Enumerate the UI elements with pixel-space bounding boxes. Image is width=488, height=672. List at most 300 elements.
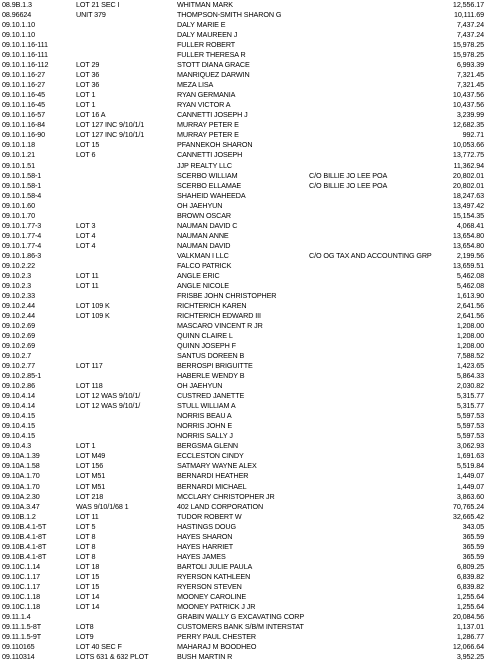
lot-description: LOT 218: [76, 491, 104, 501]
lot-description: LOT 36: [76, 70, 100, 80]
parcel-id: 09.10.1.70: [2, 210, 35, 220]
amount-due: 365.59: [462, 531, 484, 541]
amount-due: 32,665.42: [452, 511, 484, 521]
table-row: [0, 0, 488, 10]
amount-due: 6,839.82: [456, 571, 484, 581]
amount-due: 7,321.45: [456, 70, 484, 80]
parcel-id: 09.10.2.69: [2, 341, 35, 351]
parcel-id: 09.10.4.15: [2, 411, 35, 421]
owner-name: RYERSON KATHLEEN: [177, 571, 251, 581]
owner-name: RYERSON STEVEN: [177, 581, 242, 591]
owner-name: ECCLESTON CINDY: [177, 451, 244, 461]
amount-due: 1,255.64: [456, 591, 484, 601]
owner-name: MAHARAJ M BOODHEO: [177, 642, 257, 651]
parcel-id: 09.10.4.14: [2, 401, 35, 411]
table-row: [0, 562, 488, 572]
table-row: [0, 80, 488, 90]
amount-due: 20,084.56: [452, 611, 484, 621]
owner-name: SATMARY WAYNE ALEX: [177, 461, 257, 471]
owner-name: PFANNEKOH SHARON: [177, 140, 253, 150]
parcel-id: 09.10.1.16-90: [2, 130, 46, 140]
owner-name: NORRIS BEAU A: [177, 411, 232, 421]
table-row: [0, 130, 488, 140]
table-row: [0, 502, 488, 512]
amount-due: 2,641.56: [456, 310, 484, 320]
lot-description: LOT 109 K: [76, 310, 110, 320]
amount-due: 13,497.42: [452, 200, 484, 210]
owner-name: VALKMAN I LLC: [177, 250, 229, 260]
lot-description: LOT 109 K: [76, 300, 110, 310]
amount-due: 12,682.35: [452, 120, 484, 130]
parcel-id: 09.10.2.86: [2, 381, 35, 391]
owner-name: 402 LAND CORPORATION: [177, 501, 264, 511]
owner-name: ANGLE NICOLE: [177, 280, 229, 290]
lot-description: LOT 6: [76, 150, 96, 160]
lot-description: LOT 18: [76, 561, 100, 571]
owner-name: HAYES HARRIET: [177, 541, 234, 551]
owner-name: NORRIS SALLY J: [177, 431, 233, 441]
lot-description: LOT 4: [76, 230, 96, 240]
lot-description: LOT M51: [76, 481, 106, 491]
amount-due: 5,864.33: [456, 371, 484, 381]
table-row: [0, 120, 488, 130]
table-row: [0, 542, 488, 552]
table-row: [0, 321, 488, 331]
amount-due: 12,556.17: [452, 0, 484, 9]
table-row: [0, 522, 488, 532]
lot-description: LOT 1: [76, 441, 96, 451]
owner-name: CUSTOMERS BANK S/B/M INTERSTAT: [177, 621, 304, 631]
table-row: [0, 441, 488, 451]
table-row: [0, 221, 488, 231]
lot-description: LOT 3: [76, 220, 96, 230]
parcel-id: 09.110314: [2, 652, 35, 662]
parcel-id: 09.10.1.16-57: [2, 110, 46, 120]
table-row: [0, 632, 488, 642]
owner-name: MEZA LISA: [177, 80, 214, 90]
owner-name: CANNETTI JOSEPH J: [177, 110, 248, 120]
parcel-id: 09.10C.1.18: [2, 601, 41, 611]
amount-due: 7,437.24: [456, 30, 484, 40]
table-row: [0, 411, 488, 421]
owner-name: OH JAEHYUN: [177, 381, 223, 391]
amount-due: 1,286.77: [456, 631, 484, 641]
lot-description: LOT 15: [76, 140, 100, 150]
amount-due: 10,437.56: [452, 100, 484, 110]
amount-due: 10,053.66: [452, 140, 484, 150]
table-row: [0, 161, 488, 171]
parcel-id: 09.10.1.16-111: [2, 50, 48, 60]
table-row: [0, 492, 488, 502]
table-row: [0, 40, 488, 50]
table-row: [0, 622, 488, 632]
amount-due: 12,066.64: [452, 642, 484, 651]
table-row: [0, 391, 488, 401]
table-row: [0, 351, 488, 361]
amount-due: 15,978.25: [452, 50, 484, 60]
parcel-id: 09.10C.1.17: [2, 571, 41, 581]
owner-name: PERRY PAUL CHESTER: [177, 631, 257, 641]
table-row: [0, 311, 488, 321]
lot-description: LOT 15: [76, 571, 100, 581]
parcel-id: 09.11.1.5-9T: [2, 631, 42, 641]
amount-due: 3,863.60: [456, 491, 484, 501]
parcel-id: 09.10.1.10: [2, 20, 35, 30]
amount-due: 3,062.93: [456, 441, 484, 451]
lot-description: LOT 118: [76, 381, 103, 391]
amount-due: 1,613.90: [456, 290, 484, 300]
lot-description: LOT 127 INC 9/10/1/1: [76, 120, 145, 130]
amount-due: 1,449.07: [456, 471, 484, 481]
parcel-id: 09.10A.2.30: [2, 491, 40, 501]
table-row: [0, 572, 488, 582]
owner-name: MURRAY PETER E: [177, 120, 239, 130]
amount-due: 5,462.08: [456, 280, 484, 290]
amount-due: 15,154.35: [452, 210, 484, 220]
owner-name: OH JAEHYUN: [177, 200, 223, 210]
parcel-id: 09.10.2.7: [2, 351, 32, 361]
parcel-id: 09.10.2.69: [2, 321, 35, 330]
table-row: [0, 171, 488, 181]
table-row: [0, 331, 488, 341]
parcel-id: 09.10B.4.1-8T: [2, 531, 47, 541]
table-row: [0, 110, 488, 120]
table-row: [0, 140, 488, 150]
owner-name: QUINN JOSEPH F: [177, 341, 236, 351]
amount-due: 1,423.65: [456, 361, 484, 371]
owner-name: BROWN OSCAR: [177, 210, 232, 220]
owner-name: ANGLE ERIC: [177, 270, 220, 280]
owner-name: HASTINGS DOUG: [177, 521, 237, 531]
amount-due: 13,654.80: [452, 230, 484, 240]
parcel-id: 09.10.1.10: [2, 30, 35, 40]
owner-name: STULL WILLIAM A: [177, 401, 236, 411]
parcel-id: 09.10.1.18: [2, 140, 35, 150]
owner-name: CANNETTI JOSEPH: [177, 150, 243, 160]
parcel-id: 09.10.1.51: [2, 160, 35, 170]
table-row: [0, 471, 488, 481]
owner-name: DALY MAUREEN J: [177, 30, 238, 40]
table-row: [0, 612, 488, 622]
amount-due: 13,659.51: [452, 260, 484, 270]
owner-name: NAUMAN ANNE: [177, 230, 229, 240]
lot-description: LOT 5: [76, 521, 96, 531]
lot-description: LOT 29: [76, 60, 100, 70]
lot-description: LOT M51: [76, 471, 106, 481]
parcel-id: 09.10.1.16-45: [2, 100, 46, 110]
owner-name: MOONEY CAROLINE: [177, 591, 247, 601]
lot-description: LOT 11: [76, 270, 99, 280]
table-row: [0, 532, 488, 542]
table-row: [0, 431, 488, 441]
owner-name: TUDOR ROBERT W: [177, 511, 242, 521]
parcel-id: 09.10.2.69: [2, 331, 35, 341]
parcel-id: 09.10.1.58-4: [2, 190, 42, 200]
parcel-id: 09.10B.1.2: [2, 511, 36, 521]
owner-name: SCERBO ELLAMAE: [177, 180, 242, 190]
table-row: [0, 150, 488, 160]
table-row: [0, 602, 488, 612]
amount-due: 10,111.69: [453, 10, 484, 20]
owner-name: BERROSPI BRIGUITTE: [177, 361, 253, 371]
owner-name: RICHTERICH KAREN: [177, 300, 247, 310]
parcel-id: 09.10A.1.39: [2, 451, 40, 461]
owner-name: MURRAY PETER E: [177, 130, 239, 140]
table-row: [0, 30, 488, 40]
amount-due: 4,068.41: [456, 220, 484, 230]
lot-description: LOT 1: [76, 90, 96, 100]
table-row: [0, 371, 488, 381]
parcel-id: 09.10.2.3: [2, 270, 32, 280]
parcel-id: 09.10.4.14: [2, 391, 35, 401]
lot-description: LOT 14: [76, 591, 100, 601]
table-row: [0, 251, 488, 261]
owner-name: THOMPSON-SMITH SHARON G: [177, 10, 282, 20]
lot-description: WAS 9/10/1/68 1: [76, 501, 129, 511]
care-of: C/O BILLIE JO LEE POA: [309, 170, 388, 180]
table-row: [0, 652, 488, 662]
parcel-id: 09.10.4.15: [2, 421, 35, 431]
table-row: [0, 211, 488, 221]
table-row: [0, 482, 488, 492]
amount-due: 5,597.53: [456, 411, 484, 421]
amount-due: 7,321.45: [456, 80, 484, 90]
owner-name: MASCARO VINCENT R JR: [177, 321, 263, 330]
amount-due: 18,247.63: [452, 190, 484, 200]
table-row: [0, 90, 488, 100]
amount-due: 6,809.25: [456, 561, 484, 571]
amount-due: 70,765.24: [452, 501, 484, 511]
amount-due: 1,208.00: [456, 341, 484, 351]
parcel-id: 09.10B.4.1-5T: [2, 521, 47, 531]
table-row: [0, 10, 488, 20]
owner-name: FULLER ROBERT: [177, 40, 236, 50]
parcel-id: 09.10.1.16-27: [2, 80, 46, 90]
amount-due: 2,030.82: [456, 381, 484, 391]
lot-description: LOT 4: [76, 240, 96, 250]
table-row: [0, 50, 488, 60]
lot-description: LOT 117: [76, 361, 103, 371]
lot-description: LOT 12 WAS 9/10/1/: [76, 391, 141, 401]
amount-due: 5,315.77: [456, 391, 484, 401]
amount-due: 5,315.77: [456, 401, 484, 411]
amount-due: 11,362.94: [453, 160, 484, 170]
parcel-id: 09.10.1.16-45: [2, 90, 46, 100]
owner-name: NAUMAN DAVID: [177, 240, 231, 250]
lot-description: LOT8: [76, 621, 94, 631]
table-row: [0, 381, 488, 391]
parcel-id: 09.10.1.21: [2, 150, 35, 160]
owner-name: GRABIN WALLY G EXCAVATING CORP: [177, 611, 305, 621]
owner-name: RYAN VICTOR A: [177, 100, 231, 110]
table-row: [0, 642, 488, 652]
lot-description: LOT 21 SEC I: [76, 0, 120, 9]
table-row: [0, 582, 488, 592]
owner-name: FULLER THERESA R: [177, 50, 246, 60]
table-row: [0, 70, 488, 80]
parcel-id: 09.10A.3.47: [2, 501, 40, 511]
amount-due: 6,993.39: [456, 60, 484, 70]
owner-name: RICHTERICH EDWARD III: [177, 310, 261, 320]
table-row: [0, 451, 488, 461]
parcel-id: 09.10.4.15: [2, 431, 35, 441]
owner-name: NAUMAN DAVID C: [177, 220, 238, 230]
lot-description: LOT 16 A: [76, 110, 106, 120]
parcel-id: 09.10.2.44: [2, 310, 35, 320]
owner-name: MOONEY PATRICK J JR: [177, 601, 256, 611]
lot-description: LOT M49: [76, 451, 106, 461]
table-row: [0, 341, 488, 351]
table-row: [0, 231, 488, 241]
owner-name: SANTUS DOREEN B: [177, 351, 245, 361]
amount-due: 1,255.64: [456, 601, 484, 611]
lot-description: LOT 11: [76, 280, 99, 290]
amount-due: 3,952.25: [456, 652, 484, 662]
table-row: [0, 241, 488, 251]
table-row: [0, 60, 488, 70]
owner-name: QUINN CLAIRE L: [177, 331, 233, 341]
amount-due: 10,437.56: [452, 90, 484, 100]
parcel-id: 09.10.1.58-1: [2, 180, 42, 190]
amount-due: 5,597.53: [456, 431, 484, 441]
parcel-id: 09.10B.4.1-8T: [2, 541, 47, 551]
lot-description: LOT 127 INC 9/10/1/1: [76, 130, 145, 140]
owner-name: HAYES SHARON: [177, 531, 233, 541]
owner-name: SHAHEID WAHEEDA: [177, 190, 246, 200]
amount-due: 1,449.07: [456, 481, 484, 491]
parcel-id: 09.10.1.77-3: [2, 220, 42, 230]
parcel-id: 09.110165: [2, 642, 35, 651]
amount-due: 7,588.52: [456, 351, 484, 361]
care-of: C/O OG TAX AND ACCOUNTING GRP: [309, 250, 432, 260]
parcel-id: 09.10B.4.1-8T: [2, 551, 47, 561]
lot-description: LOT 11: [76, 511, 99, 521]
table-row: [0, 100, 488, 110]
lot-description: LOT 14: [76, 601, 100, 611]
amount-due: 1,137.01: [456, 621, 484, 631]
table-row: [0, 181, 488, 191]
owner-name: CUSTRED JANETTE: [177, 391, 245, 401]
owner-name: RYAN GERMANIA: [177, 90, 236, 100]
table-row: [0, 552, 488, 562]
parcel-id: 09.10.1.16-112: [2, 60, 49, 70]
parcel-id: 09.10.2.3: [2, 280, 32, 290]
amount-due: 992.71: [462, 130, 484, 140]
parcel-id: 08.9B.1.3: [2, 0, 32, 9]
owner-name: BERNARDI MICHAEL: [177, 481, 247, 491]
parcel-id: 09.10C.1.18: [2, 591, 41, 601]
amount-due: 3,239.99: [456, 110, 484, 120]
lot-description: LOT 156: [76, 461, 104, 471]
table-row: [0, 461, 488, 471]
owner-name: HAYES JAMES: [177, 551, 226, 561]
table-row: [0, 592, 488, 602]
owner-name: DALY MARIE E: [177, 20, 226, 30]
lot-description: LOT 8: [76, 531, 96, 541]
parcel-id: 09.10.1.60: [2, 200, 35, 210]
lot-description: LOTS 631 & 632 PLOT: [76, 652, 149, 662]
amount-due: 1,208.00: [456, 321, 484, 330]
amount-due: 13,772.75: [452, 150, 484, 160]
table-row: [0, 361, 488, 371]
lot-description: UNIT 379: [76, 10, 106, 20]
owner-name: STOTT DIANA GRACE: [177, 60, 250, 70]
owner-name: NORRIS JOHN E: [177, 421, 233, 431]
lot-description: LOT 15: [76, 581, 100, 591]
amount-due: 343.05: [462, 521, 484, 531]
owner-name: MANRIQUEZ DARWIN: [177, 70, 250, 80]
parcel-id: 09.10.1.86-3: [2, 250, 42, 260]
owner-name: FALCO PATRICK: [177, 260, 232, 270]
owner-name: MCCLARY CHRISTOPHER JR: [177, 491, 275, 501]
amount-due: 15,978.25: [452, 40, 484, 50]
owner-name: HABERLE WENDY B: [177, 371, 245, 381]
table-row: [0, 281, 488, 291]
parcel-id: 08.96624: [2, 10, 32, 20]
lot-description: LOT 40 SEC F: [76, 642, 122, 651]
amount-due: 5,597.53: [456, 421, 484, 431]
table-row: [0, 291, 488, 301]
parcel-id: 09.10.2.44: [2, 300, 35, 310]
amount-due: 365.59: [462, 541, 484, 551]
lot-description: LOT 12 WAS 9/10/1/: [76, 401, 141, 411]
table-row: [0, 271, 488, 281]
owner-name: BUSH MARTIN R: [177, 652, 233, 662]
amount-due: 20,802.01: [452, 180, 484, 190]
lot-description: LOT 8: [76, 551, 96, 561]
owner-name: BERNARDI HEATHER: [177, 471, 249, 481]
parcel-id: 09.10.2.85-1: [2, 371, 42, 381]
table-row: [0, 512, 488, 522]
amount-due: 365.59: [462, 551, 484, 561]
owner-name: JJP REALTY LLC: [177, 160, 232, 170]
amount-due: 5,519.84: [456, 461, 484, 471]
parcel-id: 09.10.1.58-1: [2, 170, 42, 180]
amount-due: 1,208.00: [456, 331, 484, 341]
table-row: [0, 421, 488, 431]
parcel-id: 09.10.2.33: [2, 290, 35, 300]
amount-due: 1,691.63: [456, 451, 484, 461]
parcel-id: 09.10.1.16-27: [2, 70, 46, 80]
parcel-id: 09.10.1.77-4: [2, 240, 42, 250]
parcel-id: 09.10.1.16-84: [2, 120, 46, 130]
parcel-id: 09.10C.1.17: [2, 581, 41, 591]
parcel-id: 09.10A.1.70: [2, 481, 40, 491]
care-of: C/O BILLIE JO LEE POA: [309, 180, 388, 190]
table-row: [0, 401, 488, 411]
table-row: [0, 191, 488, 201]
parcel-id: 09.10C.1.14: [2, 561, 41, 571]
amount-due: 7,437.24: [456, 20, 484, 30]
amount-due: 6,839.82: [456, 581, 484, 591]
owner-name: FRISBE JOHN CHRISTOPHER: [177, 290, 277, 300]
amount-due: 2,199.56: [456, 250, 484, 260]
parcel-id: 09.11.1.4: [2, 611, 31, 621]
amount-due: 20,802.01: [452, 170, 484, 180]
parcel-id: 09.10A.1.58: [2, 461, 40, 471]
parcel-id: 09.10A.1.70: [2, 471, 40, 481]
lot-description: LOT 36: [76, 80, 100, 90]
lot-description: LOT9: [76, 631, 94, 641]
parcel-id: 09.10.1.77-4: [2, 230, 42, 240]
parcel-id: 09.11.1.5-8T: [2, 621, 42, 631]
owner-name: WHITMAN MARK: [177, 0, 233, 9]
lot-description: LOT 8: [76, 541, 96, 551]
table-row: [0, 20, 488, 30]
owner-name: BERGSMA GLENN: [177, 441, 239, 451]
lot-description: LOT 1: [76, 100, 96, 110]
table-row: [0, 201, 488, 211]
